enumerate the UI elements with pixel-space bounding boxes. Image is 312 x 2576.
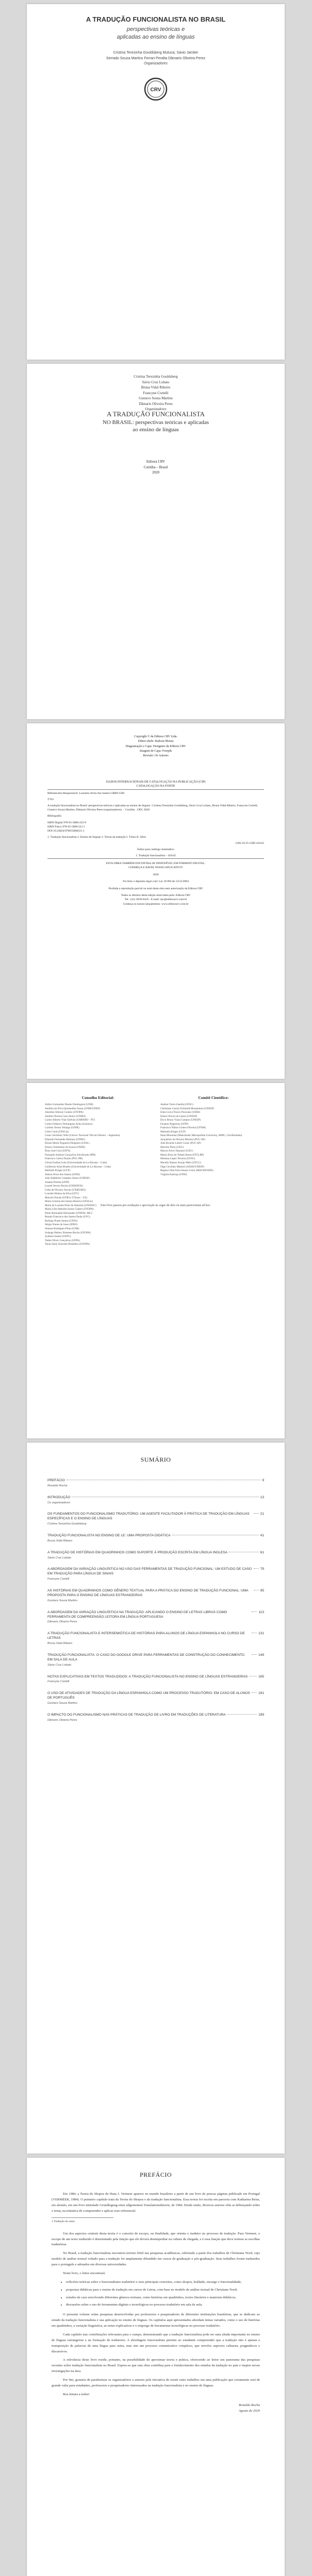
table-of-contents-page <box>27 1443 285 2154</box>
publisher-name: Editora CRV <box>146 460 166 464</box>
book-title-line-3: ao ensino de línguas <box>133 427 179 433</box>
preface-paragraph: Por fim, gostaria de parabenizar os organizadores e autores pela iniciativa de reunir estes trabalhos em uma publicação que certamente será de grande valia para estudantes, professores e pesquisadores interessados na tradução funcionalista e no ensino de línguas. <box>52 2378 260 2387</box>
preface-paragraph: Neste livro, o leitor encontrará: <box>63 2271 106 2275</box>
organizer-name: Dâmaris Oliveira Peres <box>139 401 173 406</box>
council-member: Gloria Fariñas León (Universidade de La Havana – Cuba) <box>45 1161 107 1164</box>
council-member: Guillermo Arias Beatón (Universidade de La Havana – Cuba) <box>45 1165 111 1168</box>
organizer-names <box>27 374 285 412</box>
toc-entry-title: NOTAS EXPLICATIVAS EM TEXTOS TRADUZIDOS: A TRADUÇÃO FUNCIONALISTA NO ENSINO DE LÍNGUAS ESTRANGEIRAS <box>47 1674 248 1679</box>
toc-entry-title: AS HISTÓRIAS EM QUADRINHOS COMO GÊNERO TEXTUAL PARA A PRÁTICA DO ENSINO DE TRADUÇÃO FUNCIONAL: UMA PROPOSTA PARA O ENSINO DE LÍNGUAS ESTRANGEIRAS <box>47 1589 249 1597</box>
cip-heading-line: CATALOGAÇÃO NA FONTE <box>136 785 175 788</box>
organizers-label: Organizadores <box>145 407 167 411</box>
credit-line: Editor-chefe: Railson Moura <box>138 740 174 743</box>
preface-page <box>27 2158 285 2576</box>
cover-subtitle <box>42 26 269 42</box>
preface-paragraph: No Brasil, a tradução funcionalista encontrou terreno fértil nas pesquisas acadêmicas, sobretudo a partir dos trabalhos de Christiane Nord, cujo modelo de análise textual voltado para a tradução foi amplamente difundido em cursos de graduação e pós-graduação. Seus trabalhos foram traduzidos para o português e adotados em diversas universidades. <box>52 2251 260 2267</box>
toc-entry-line <box>47 1551 264 1555</box>
preface-paragraph: Um dos aspectos centrais desta teoria é o conceito de escopo, ou finalidade, que orienta o tradutor no processo de tradução. Para Vermeer, o escopo de um texto traduzido é determinado pela função que ele deverá desempenhar na cultura de chegada, e é essa função que deve nortear as escolhas tradutórias. <box>52 2231 260 2247</box>
toc-entry[interactable] <box>47 1589 264 1603</box>
toc-entry-line <box>47 1479 264 1483</box>
book-title-line-1: A TRADUÇÃO FUNCIONALISTA <box>106 410 205 418</box>
council-member: Carlos Federico Dominguez Avila (Unieuro) <box>45 1122 93 1126</box>
toc-entry-title: TRADUÇÃO FUNCIONALISTA: O CASO DO GOOGLE DRIVE PARA FERRAMENTAS DE CONSTRUÇÃO DO CONHECIMENTO EM SALA DE AULA <box>47 1653 244 1662</box>
editorial-board-title: Conselho Editorial: <box>81 1095 114 1100</box>
toc-entry-title: TRADUÇÃO FUNCIONALISTA NO ENSINO DE LE: UMA PROPOSTA DIDÁTICA <box>47 1534 171 1538</box>
cover-authors <box>42 50 269 67</box>
council-member: Olga Ceciliato Mattioli (ASSIS/UNESP) <box>160 1165 204 1168</box>
council-member: Josania Portela (UFPI) <box>45 1180 70 1184</box>
cip-line: Bibliotecária Responsável: Luzenira Alves dos Santos CRB9/1506 <box>47 792 125 795</box>
council-member: Helmuth Krüger (UCP) <box>45 1169 70 1173</box>
cip-line: T763 <box>47 798 54 802</box>
council-member: Regina Célia Faria Amaro Giora (MACKENZIE) <box>160 1169 214 1173</box>
council-member: Maria de Lourdes Pinto de Almeida (UNOESC) <box>45 1204 96 1207</box>
toc-entry-author: Sávio Cruz Lobato <box>47 1663 72 1667</box>
toc-entry-line <box>47 1567 264 1577</box>
footer-line: Proibida a reprodução parcial ou total desta obra sem autorização da Editora CRV <box>108 887 203 890</box>
preface-paragraph: Em 1984, a Teoria do Skopos de Hans J. Vermeer aparece no mundo brasileiro a partir de um livro de poucas páginas publicado em Portugal (VERMEER, 1984). O primeiro capítulo trata da Teoria do Skopos e da tradução funcionalista. Essa teoria foi escrita em parceria com Katharina Reiss, em alemão, em um livro intitulado Grundlegung einer allgemeinen Translationstheorie, de 1984. Desde então, diversos autores vêm se debruçando sobre o tema, na tentativa de compreender e aplicar esse referencial. <box>52 2192 260 2213</box>
toc-entry-author: Os organizadores <box>47 1501 71 1504</box>
council-member: João Adalberto Campato Junior (UNESP) <box>45 1177 90 1180</box>
peer-review-note: Este livro passou por avaliação e aprovação às cegas de dois ou mais pareceristas ad hoc. <box>101 1204 211 1207</box>
council-member: Lourdes Helena da Silva (UFV) <box>45 1192 79 1196</box>
council-member: Sydione Santos (UEPG) <box>45 1235 71 1239</box>
council-member: Ilana Mountian (Manchester Metropolitan University, MMU, Grã-Bretanha) <box>160 1134 242 1138</box>
toc-entry-author: Dâmaris Oliveira Peres <box>47 1718 77 1722</box>
toc-entry-line <box>47 1691 264 1701</box>
organizer-name: Bruna Vidal Ribeiro <box>141 385 171 389</box>
council-member: Anselmo Alencar Colares (UFOPA) <box>45 1111 84 1114</box>
scientific-committee-list <box>160 1103 267 1177</box>
cip-heading <box>27 780 285 789</box>
toc-entry-author: Bruna Vidal Ribeiro <box>47 1539 73 1543</box>
toc-entry-line <box>47 1713 264 1718</box>
toc-entry-line <box>47 1675 264 1680</box>
scientific-committee <box>160 1095 267 1247</box>
council-member: Monilly Ramos Araujo Melo (UFCG) <box>160 1161 201 1164</box>
council-page <box>27 1083 285 1438</box>
council-member: Jailson Alves dos Santos (UFRJ) <box>45 1173 80 1176</box>
book-title-line-2: NO BRASIL: perspectivas teóricas e aplicadas <box>102 419 209 426</box>
council-member: Andréia da Silva Quintanilha Sousa (UNIR/UFRN) <box>45 1107 101 1110</box>
council-member: Maria Cristina dos Santos Bezerra (UFSCar) <box>45 1200 93 1204</box>
toc-entry[interactable] <box>47 1611 264 1625</box>
preface-paragraph: A relevância deste livro reside, portanto, na possibilidade de aproximar teoria e prática, oferecendo ao leitor um panorama das pesquisas recentes sobre tradução funcionalista no Brasil. Espera-se que esta obra contribua para o fortalecimento dos estudos da tradução no país e inspire novas investigações na área. <box>52 2358 260 2374</box>
cip-line: ISBN Físico 978-65-5868-221-1 <box>47 825 86 828</box>
council-member: Edson Olivari de Castro (UNESP) <box>160 1114 198 1118</box>
credit-line: Imagem de Capa: Freepik <box>139 749 172 753</box>
credits <box>27 735 285 758</box>
toc-leader-dots <box>252 1692 257 1693</box>
toc-entry-author: Sávio Cruz Lobato <box>47 1556 72 1560</box>
toc-entry-title: A ABORDAGEM DA VARIAÇÃO LINGUÍSTICA NO USO DAS FERRAMENTAS DE TRADUÇÃO FUNCIONAL: UM ESTUDO DE CASO EM TRADUÇÃO PARA LÍNGUA DE SINAIS <box>47 1567 252 1576</box>
publisher-city: Curitiba – Brasil <box>143 465 168 469</box>
toc-entry-line <box>47 1632 264 1641</box>
toc-leader-dots <box>227 1714 257 1715</box>
toc-page-number: 21 <box>260 1512 264 1516</box>
council-member: Sérgio Nunes de Jesus (IFRO) <box>45 1223 78 1227</box>
council-member: Antônio Pereira Gaio Júnior (UFRRJ) <box>45 1114 86 1118</box>
cover-organizers-label: Organizadores <box>144 62 168 65</box>
cover-title: A TRADUÇÃO FUNCIONALISTA NO BRASIL <box>86 15 226 23</box>
council-member: Elizeu Clementino de Souza (UNEB) <box>45 1145 85 1149</box>
toc-entry[interactable] <box>47 1675 264 1685</box>
council-member: Jacqueline de Oliveira Moreira (PUC-SP) <box>160 1138 205 1141</box>
toc-entry-title: INTRODUÇÃO <box>47 1495 71 1499</box>
council-member: Érico Bruno Viana Campos (UNESP) <box>160 1118 201 1122</box>
editorial-board-list <box>45 1103 151 1247</box>
credit-line: Revisão: Os Autores <box>143 754 169 758</box>
signature-date: Agosto de 2020 <box>238 2409 260 2413</box>
footer-line: 2020 <box>153 873 159 876</box>
council-member: Maria Lília Imbiriba Sousa Colares (UFOPA) <box>45 1208 94 1211</box>
toc-page-number: 79 <box>260 1567 264 1571</box>
credit-line: Diagramação e Capa: Designers da Editora CRV <box>125 744 186 748</box>
catalog-page <box>27 723 285 1079</box>
council-member: Paulo Romualdo Hernandes (UNIFAL-MG) <box>45 1211 92 1215</box>
preface-title: PREFÁCIO <box>139 2171 172 2178</box>
council-member: Tania Suely Azevedo Brasileiro (UFOPA) <box>45 1243 90 1246</box>
preface-bullet: • discussões sobre o uso de ferramentas digitais e tecnológicas no processo tradutório em sala de aula. <box>66 2302 260 2308</box>
toc-leader-dots <box>252 1654 257 1655</box>
toc-page-number: 95 <box>260 1589 264 1593</box>
toc-entry-line <box>47 1589 264 1598</box>
cip-line: ISBN Digital 978-65-5868-222-8 <box>47 821 86 824</box>
toc-entry-author: Francyne Cortelli <box>47 1578 70 1581</box>
preface-paragraph: O presente volume reúne pesquisas desenvolvidas por professores e pesquisadores de diferentes instituições brasileiras, que se dedicam ao estudo da tradução funcionalista e sua aplicação no ensino de línguas. Os capítulos aqui apresentados abordam temas variados, como o uso de histórias em quadrinhos, a variação linguística, as notas explicativas e o emprego de ferramentas tecnológicas no processo tradutório. <box>52 2313 260 2328</box>
book-title <box>47 410 264 433</box>
logo-text: CRV <box>150 87 161 93</box>
toc-leader-dots <box>254 1513 259 1514</box>
council-member: Élsio José Corá (UFFS) <box>45 1149 71 1153</box>
toc-entry-title: A TRADUÇÃO FUNCIONALISTA E INTERSEMIÓTICA DE HISTÓRIAS PARA ALUNOS DE LÍNGUA ESPANHOLA NO CURSO DE LETRAS <box>47 1632 245 1640</box>
preface-bullet: • propostas didáticas para o ensino de tradução em cursos de Letras, com base no modelo de análise textual de Christiane Nord; <box>66 2287 260 2293</box>
council-columns <box>45 1095 267 1247</box>
toc-entry[interactable] <box>47 1479 264 1488</box>
toc-entry-title: O IMPACTO DO FUNCIONALISMO NAS PRÁTICAS DE TRADUÇÃO DE LIVRO EM TRADUÇÕES DE LITERATURA <box>47 1713 226 1717</box>
preface-signature <box>52 2403 260 2414</box>
council-member: Marcia Alves Tassinari (USU) <box>160 1149 193 1153</box>
footnote: 1 Tradução do autor. <box>52 2217 113 2224</box>
council-member: Rodrigo Pratte-Santos (UFES) <box>45 1219 78 1223</box>
council-member: Celso Conti (UFSCar) <box>45 1130 69 1133</box>
toc-page-number: 131 <box>258 1632 264 1636</box>
council-member: Renato Francisco dos Santos Paula (UFG) <box>45 1215 90 1219</box>
cip-line: 1. Tradução funcionalista 2. Ensino de línguas 3. Teoria da tradução I. Título II. Série <box>47 835 146 839</box>
toc-entry[interactable] <box>47 1551 264 1561</box>
toc-entry-author: Dâmaris Oliveira Peres <box>47 1620 77 1624</box>
council-member: Virgínia Kastrup (UFRJ) <box>160 1173 187 1176</box>
council-member: Edna Lúcia Tinoco Ponciano (UERJ) <box>160 1111 201 1114</box>
cover-author-line: Serrado Souza Martins Ferrari Peralta Dâmaris Oliveira Perez <box>106 56 206 60</box>
toc-entry-title: PREFÁCIO <box>47 1479 65 1482</box>
footer-line: Todos os direitos desta edição reservados pela: Editora CRV <box>121 893 191 897</box>
toc-entry[interactable] <box>47 1534 264 1544</box>
toc-page-number: 61 <box>260 1550 264 1554</box>
council-member: Christiane Carrijo Eckhardt Mouammar (UNESP) <box>160 1107 215 1110</box>
toc-page-number: 149 <box>258 1653 264 1657</box>
council-member: Lídia de Oliveira Xavier (UNIEURO) <box>45 1188 86 1192</box>
footer-line: CONHEÇA E BAIXE NOSSO APLICATIVO! <box>128 866 183 870</box>
toc-entry-author: Cristina Terezinha Gouldsberg <box>47 1522 87 1526</box>
toc-entry[interactable] <box>47 1713 264 1723</box>
toc-page-number: 199 <box>258 1713 264 1717</box>
council-member: Andrea Vieira Zanella (UFSC) <box>160 1103 193 1106</box>
title-page <box>27 364 285 719</box>
cip-record <box>47 791 264 860</box>
cip-line: A tradução funcionalista no Brasil: perspectivas teóricas e aplicadas ao ensino de línguas / Cristina Terezinha Gouldsberg, Sávio Cruz Lobato, Bruna Vidal Ribeiro, Francyne Cortelli, Gustavo Souza Martins, Dâmaris Oliveira Peres (organizadores). – Curitiba : CRV, 2020. <box>47 804 258 812</box>
footer-line: Conheça os nossos lançamentos: www.editoracrv.com.br <box>123 902 189 906</box>
toc-entry-title: O USO DE ATIVIDADES DE TRADUÇÃO DA LÍNGUA ESPANHOLA COMO UM PROCESSO TRADUTÓRIO: EM CASO DE ALUNOS DE PORTUGUÊS <box>47 1691 250 1700</box>
toc-entry[interactable] <box>47 1567 264 1582</box>
toc-page-number: 13 <box>260 1495 264 1499</box>
council-member: Mariana Lopez Teixeira (UFSC) <box>160 1157 195 1161</box>
council-member: João Ricardo Lebert Cozac (PUC-SP) <box>160 1142 201 1145</box>
preface-bullet-list <box>66 2280 260 2309</box>
council-member: Fauston Negreiros (UFPI) <box>160 1122 189 1126</box>
publication-year: 2020 <box>152 470 159 474</box>
council-member: Carmen Tereza Velanga (UNIR) <box>45 1126 79 1130</box>
toc-entry[interactable] <box>47 1653 264 1668</box>
cip-heading-line: DADOS INTERNACIONAIS DE CATALOGAÇÃO NA PUBLICAÇÃO (CIP) <box>106 781 206 784</box>
toc-entry-author: Gustavo Souza Martins <box>47 1599 78 1602</box>
toc-entry-title: A ABORDAGEM DA VARIAÇÃO LINGUÍSTICA NA TRADUÇÃO: APLICANDO O ENSINO DE LETRAS LIBRAS COMO FERRAMENTA DE COMPREENSÃO LEITORA EM LÍNGUA PORTUGUESA <box>47 1610 227 1619</box>
preface-body <box>52 2192 260 2414</box>
cip-line: CDU 81'25 CDD 418.02 <box>235 841 264 845</box>
council-member: Francisco Nilton Gomes Oliveira (UFSM) <box>160 1126 206 1130</box>
council-member: Elione Maria Nogueira Diogenes (UFAL) <box>45 1142 90 1145</box>
footer-line: Tel.: (41) 3039-6418 - E-mail: sac@editoracrv.com.br <box>124 898 187 902</box>
toc-entry-author: Francyne Cortelli <box>47 1680 70 1684</box>
council-member: Cesar Gerónimo Tello (Univer. Nacional Três de Febrero – Argentina) <box>45 1134 120 1138</box>
organizer-name: Gustavo Souza Martins <box>139 396 173 400</box>
editorial-board <box>45 1095 151 1247</box>
signature-name: Ronaldo Rocha <box>239 2403 260 2407</box>
toc-leader-dots <box>254 1568 259 1569</box>
council-member: Helmuth Krüger (UCP) <box>160 1130 186 1133</box>
credit-line: Copyright © da Editora CRV Ltda. <box>134 735 177 738</box>
toc-entry-line <box>47 1512 264 1521</box>
toc-entry-line <box>47 1653 264 1663</box>
toc-entry-line <box>47 1496 264 1500</box>
toc-page-number: 41 <box>260 1534 264 1538</box>
council-member: Marcelo Paixão (UFRJ e UTexas – US) <box>45 1196 88 1199</box>
cover-author-line: Cristina Terezinha Gouldsberg Mutuca; Sávio Jamlier <box>113 51 199 55</box>
toc-page-number: 113 <box>258 1610 264 1614</box>
toc-entry-author: Ronaldo Rocha <box>47 1484 68 1487</box>
toc-entry-line <box>47 1611 264 1620</box>
cip-line: Índice para catálogo sistemático <box>137 848 174 852</box>
toc-page-number: 9 <box>262 1479 264 1482</box>
council-member: Francisco Carlos Duarte (PUC-PR) <box>45 1157 83 1161</box>
organizer-name: Sávio Cruz Lobato <box>142 380 170 384</box>
council-member: Marcelo Porto (UEG) <box>160 1145 184 1149</box>
toc-entry-title: A TRADUÇÃO DE HISTÓRIAS EM QUADRINHOS COMO SUPORTE À PRODUÇÃO ESCRITA EM LÍNGUA INGLESA <box>47 1550 228 1554</box>
toc-title: SUMÁRIO <box>140 1456 171 1463</box>
cover-subtitle-line-2: aplicadas ao ensino de línguas <box>117 34 195 41</box>
preface-bullet: • estudos de caso envolvendo diferentes gêneros textuais, como histórias em quadrinhos, textos literários e materiais didáticos; <box>66 2295 260 2301</box>
toc-entry[interactable] <box>47 1496 264 1505</box>
preface-paragraph: Boa leitura a todos! <box>63 2392 90 2396</box>
toc-entry-author: Gustavo Souza Martins <box>47 1702 78 1705</box>
organizer-name: Cristina Terezinha Gouldsberg <box>134 375 178 379</box>
edition-info <box>27 459 285 476</box>
council-member: Solange Helena Ximenes-Rocha (UFOPA) <box>45 1231 91 1234</box>
toc-entry[interactable] <box>47 1632 264 1646</box>
council-member: Aldira Guimarães Duarte Domínguez (UNB) <box>45 1103 93 1106</box>
preface-paragraph: Cada capítulo traz contribuições relevantes para o campo, demonstrando que a tradução funcionalista pode ser uma aliada importante no ensino de línguas estrangeiras e na formação de tradutores. A abordagem funcionalista permite ao estudante compreender que a tradução não é apenas a transposição de palavras de uma língua para outra, mas sim um processo comunicativo complexo, que envolve aspectos culturais, pragmáticos e discursivos. <box>52 2332 260 2353</box>
council-member: Carlos Alberto Vilar Estêvão (UMINHO – PT) <box>45 1118 95 1122</box>
toc-list <box>47 1479 264 1730</box>
toc-page-number: 165 <box>258 1674 264 1679</box>
cip-line: 1. Tradução funcionalista – 418.02 <box>136 854 176 858</box>
cip-line: DOI 10.24824/978655868221.1 <box>47 829 85 833</box>
toc-entry-title: OS FUNDAMENTOS DO FUNCIONALISMO TRADUTÓRIO: UM AGENTE FACILITADOR À PRÁTICA DE TRADUÇÃO EM LÍNGUAS ESPECÍFICAS E O ENSINO DE LÍNGUAS <box>47 1512 250 1521</box>
toc-entry[interactable] <box>47 1691 264 1706</box>
toc-entry-author: Bruna Vidal Ribeiro <box>47 1642 73 1646</box>
council-member: Leonel Severo Rocha (UNISINOS) <box>45 1184 83 1188</box>
cip-line: Bibliografia <box>47 815 62 818</box>
footer-line: ESTA OBRA TAMBÉM ENCONTRA-SE DISPONÍVEL EM FORMATO DIGITAL. <box>106 862 206 865</box>
cover-page <box>27 4 285 360</box>
council-member: Eduardo Fernandes Barbosa (UFMG) <box>45 1138 86 1141</box>
council-member: Fernando Antônio Gonçalves Alcoforado (IPB) <box>45 1153 96 1157</box>
divider <box>47 789 264 790</box>
publisher-logo <box>143 76 169 102</box>
divider <box>47 858 264 859</box>
toc-entry[interactable] <box>47 1512 264 1527</box>
cover-subtitle-line-1: perspectivas teóricas e <box>126 26 185 32</box>
footer-line: Foi feito o depósito legal conf. Lei 10.994 de 14/12/2004 <box>123 880 189 884</box>
preface-bullet: • reflexões teóricas sobre o funcionalismo tradutório e seus principais conceitos, como skopos, lealdade, encargo e funcionalidade; <box>66 2280 260 2285</box>
council-member: Simone Rodrigues Pinto (UNB) <box>45 1227 79 1230</box>
toc-entry-line <box>47 1534 264 1538</box>
toc-page-number: 181 <box>258 1691 264 1696</box>
council-member: Maria Alves de Toledo Bruns (FFCLRP) <box>160 1153 204 1157</box>
catalog-footer <box>42 861 269 909</box>
council-member: Tadeu Oliver Gonçalves (UFPA) <box>45 1239 80 1242</box>
scientific-committee-title: Comitê Científico: <box>198 1095 229 1100</box>
organizer-name: Francyne Cortelli <box>143 391 169 395</box>
